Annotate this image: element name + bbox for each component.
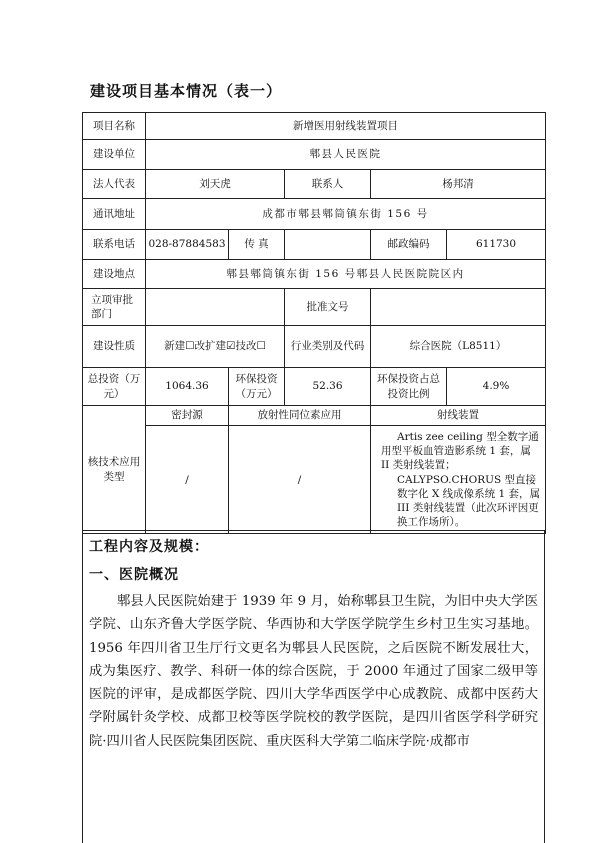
row-project-name (83, 113, 546, 140)
phone-label: 联系电话 (83, 230, 146, 260)
row-location (83, 260, 546, 289)
total-investment-label: 总投资（万元） (83, 368, 146, 406)
legal-value: 刘天虎 (146, 170, 285, 199)
row-legal (83, 170, 546, 199)
isotope-value: / (229, 426, 371, 534)
approval-label: 立项审批部门 (83, 289, 146, 326)
row-tech-content (83, 426, 546, 534)
row-unit (83, 140, 546, 170)
isotope-header: 放射性同位素应用 (229, 406, 371, 426)
doc-no-label: 批准文号 (285, 289, 371, 326)
industry-value: 综合医院（L8511） (371, 326, 546, 368)
env-investment-label: 环保投资（万元） (229, 368, 285, 406)
unit-value: 郫县人民医院 (146, 140, 546, 170)
total-investment-value: 1064.36 (146, 368, 229, 406)
basic-info-table (82, 112, 546, 534)
env-ratio-label: 环保投资占总投资比例 (371, 368, 447, 406)
fax-value (285, 230, 371, 260)
address-value: 成都市郫县郫筒镇东街 156 号 (146, 199, 546, 230)
nature-value: 新建☐改扩建☑技改☐ (146, 326, 285, 368)
device-line-1: Artis zee ceiling 型全数字通用型平板血管造影系统 1 套，属 II 类射线装置； (381, 431, 539, 472)
sealed-source-value: / (146, 426, 229, 534)
row-tech-header (83, 406, 546, 426)
address-label: 通讯地址 (83, 199, 146, 230)
row-phone (83, 230, 546, 260)
section-heading: 工程内容及规模： (89, 539, 209, 555)
row-address (83, 199, 546, 230)
industry-label: 行业类别及代码 (285, 326, 371, 368)
hospital-overview-paragraph: 郫县人民医院始建于 1939 年 9 月，始称郫县卫生院，为旧中央大学医学院、山东齐鲁大学医学院、华西协和大学医学院学生乡村卫生实习基地。1956 年四川省卫生厅行文更名为郫县人民医院，之后医院不断发展壮大，成为集医疗、教学、科研一体的综合医院，于 2000 年通过了国家二级甲等医院的评审，是成都医学院、四川大学华西医学中心成教院、成都中医药大学附属针灸学校、成都卫校等医学院校的教学医院，是四川省医学科学研究院·四川省人民医院集团医院、重庆医科大学第二临床学院·成都市 (89, 594, 538, 749)
unit-label: 建设单位 (83, 140, 146, 170)
env-ratio-value: 4.9% (447, 368, 546, 406)
row-investment (83, 368, 546, 406)
fax-label: 传 真 (229, 230, 285, 260)
ray-device-header: 射线装置 (371, 406, 546, 426)
postcode-value: 611730 (447, 230, 546, 260)
device-line-2: CALYPSO.CHORUS 型直接数字化 X 线成像系统 1 套，属 III 类射线装置（此次环评因更换工作场所）。 (397, 473, 541, 529)
page-title: 建设项目基本情况（表一） (90, 82, 283, 100)
row-approval (83, 289, 546, 326)
ray-device-list (371, 426, 546, 534)
tech-label: 核技术应用类型 (83, 406, 146, 534)
sealed-source-header: 密封源 (146, 406, 229, 426)
env-investment-value: 52.36 (285, 368, 371, 406)
row-nature (83, 326, 546, 368)
doc-no-value (371, 289, 546, 326)
contact-label: 联系人 (285, 170, 371, 199)
nature-label: 建设性质 (83, 326, 146, 368)
location-label: 建设地点 (83, 260, 146, 289)
sub-heading: 一、医院概况 (89, 567, 179, 583)
project-name-label: 项目名称 (83, 113, 146, 140)
approval-value (146, 289, 285, 326)
legal-label: 法人代表 (83, 170, 146, 199)
phone-value: 028-87884583 (146, 230, 229, 260)
project-name-value: 新增医用射线装置项目 (146, 113, 546, 140)
project-content-box (82, 530, 545, 843)
contact-value: 杨邦清 (371, 170, 546, 199)
postcode-label: 邮政编码 (371, 230, 447, 260)
location-value: 郫县郫筒镇东街 156 号郫县人民医院院区内 (146, 260, 546, 289)
